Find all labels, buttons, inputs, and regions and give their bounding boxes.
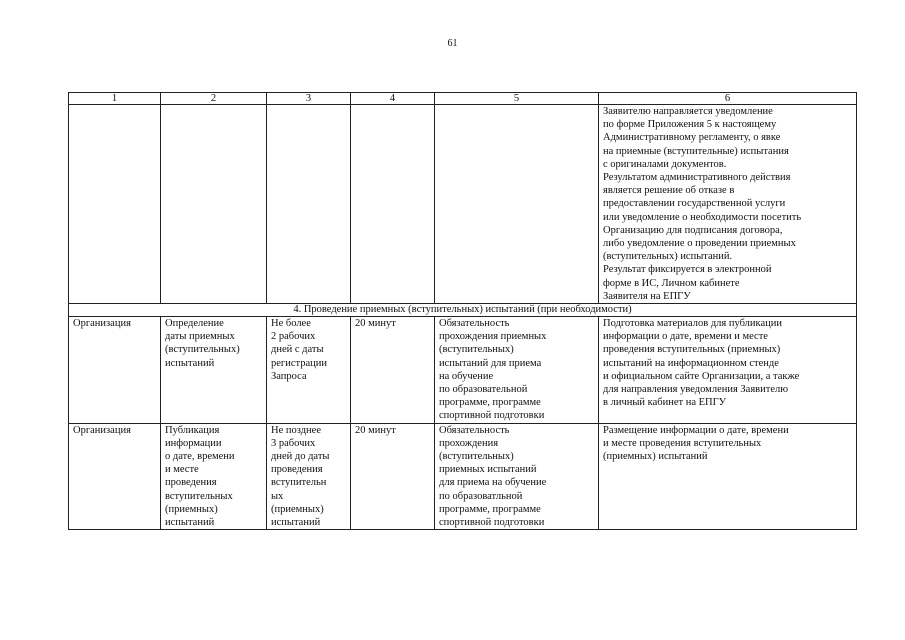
cell-text-line: предоставлении государственной услуги [603,198,786,210]
cell-text-line: Подготовка материалов для публикации [603,318,782,330]
cell-text-line: (приемных) [271,503,324,515]
cell-text-line: (вступительных) [165,344,240,356]
cell-text-line: на обучение [439,370,494,382]
table-cell [161,317,267,424]
cell-text-line: программе, программе [439,503,541,515]
table-cell [435,105,599,304]
table-cell [351,423,435,530]
cell-text-line: дней до даты [271,451,330,463]
cell-text-line: проведения [165,477,217,489]
table-row [69,317,857,424]
cell-text-line: Запроса [271,370,307,382]
table-cell [435,423,599,530]
table-row [69,423,857,530]
table-cell [351,317,435,424]
cell-text-line: по образоватльной [439,490,523,502]
header-cell: 6 [599,93,857,105]
table-cell [69,105,161,304]
cell-text-line: прохождения приемных [439,331,547,343]
cell-text-line: спортивной подготовки [439,517,545,529]
cell-text-line: испытаний на информационном стенде [603,357,779,369]
table-cell [351,105,435,304]
cell-text-line: даты приемных [165,331,235,343]
cell-text-line: (приемных) [165,503,218,515]
procedure-table [68,92,857,530]
section-title: 4. Проведение приемных (вступительных) испытаний (при необходимости) [69,304,857,317]
cell-text-line: информации [165,437,222,449]
cell-text-line: проведения вступительных (приемных) [603,344,781,356]
cell-text-line: в личный кабинет на ЕПГУ [603,397,727,409]
table-cell [599,423,857,530]
cell-text-line: Результатом административного действия [603,172,791,184]
cell-text-line: форме в ИС, Личном кабинете [603,277,740,289]
cell-text-line: и месте [165,464,199,476]
cell-text-line: Организацию для подписания договора, [603,224,783,236]
cell-text-line: Обязательность [439,424,510,436]
table-header-row [69,93,857,105]
cell-text-line: Заявителю направляется уведомление [603,106,773,117]
cell-text-line: для направления уведомления Заявителю [603,384,789,396]
cell-text-line: дней с даты [271,344,324,356]
cell-text-line: вступительн [271,477,327,489]
cell-text-line: является решение об отказе в [603,185,735,197]
cell-text-line: приемных испытаний [439,464,537,476]
cell-text-line: испытаний для приема [439,357,542,369]
cell-text-line: Организация [73,318,131,330]
cell-text-line: проведения [271,464,323,476]
header-cell: 2 [161,93,267,105]
cell-text-line: вступительных [165,490,233,502]
header-cell: 1 [69,93,161,105]
cell-text-line: 2 рабочих [271,331,316,343]
table-cell [161,105,267,304]
cell-text-line: 20 минут [355,424,396,436]
cell-text-line: (вступительных) испытаний. [603,251,733,263]
cell-text-line: Размещение информации о дате, времени [603,424,789,436]
table-cell [599,317,857,424]
cell-text-line: Организация [73,424,131,436]
table-cell [599,105,857,304]
cell-text-line: программе, программе [439,397,541,409]
table-cell [267,423,351,530]
cell-text-line: с оригиналами документов. [603,158,727,170]
cell-text-line: по форме Приложения 5 к настоящему [603,119,777,131]
header-cell: 5 [435,93,599,105]
cell-text-line: 20 минут [355,318,396,330]
table-cell [161,423,267,530]
cell-text-line: спортивной подготовки [439,410,545,422]
cell-text-line: (вступительных) [439,344,514,356]
cell-text-line: ых [271,490,284,502]
cell-text-line: Определение [165,318,224,330]
header-cell: 3 [267,93,351,105]
cell-text-line: для приема на обучение [439,477,547,489]
cell-text-line: по образовательной [439,384,528,396]
cell-text-line: либо уведомление о проведении приемных [603,238,796,250]
table-cell [69,317,161,424]
cell-text-line: и официальном сайте Организации, а также [603,370,800,382]
cell-text-line: (приемных) испытаний [603,451,708,463]
cell-text-line: Заявителя на ЕПГУ [603,290,691,302]
cell-text-line: прохождения [439,437,499,449]
table-cell [267,105,351,304]
cell-text-line: (вступительных) [439,451,514,463]
header-cell: 4 [351,93,435,105]
cell-text-line: испытаний [165,357,215,369]
page-number: 61 [447,38,458,49]
cell-text-line: 3 рабочих [271,437,316,449]
cell-text-line: и месте проведения вступительных [603,437,762,449]
cell-text-line: Административному регламенту, о явке [603,132,781,144]
cell-text-line: или уведомление о необходимости посетить [603,211,802,223]
table-cell [69,423,161,530]
cell-text-line: испытаний [165,517,215,529]
cell-text-line: информации о дате, времени и месте [603,331,768,343]
cell-text-line: испытаний [271,517,321,529]
cell-text-line: Не более [271,318,311,330]
cell-text-line: о дате, времени [165,451,235,463]
table-cell [267,317,351,424]
cell-text-line: Публикация [165,424,220,436]
section-title-row [69,304,857,317]
table-cell [435,317,599,424]
cell-text-line: Не позднее [271,424,321,436]
cell-text-line: Обязательность [439,318,510,330]
cell-text-line: Результат фиксируется в электронной [603,264,772,276]
table-row [69,105,857,304]
cell-text-line: на приемные (вступительные) испытания [603,145,789,157]
cell-text-line: регистрации [271,357,327,369]
